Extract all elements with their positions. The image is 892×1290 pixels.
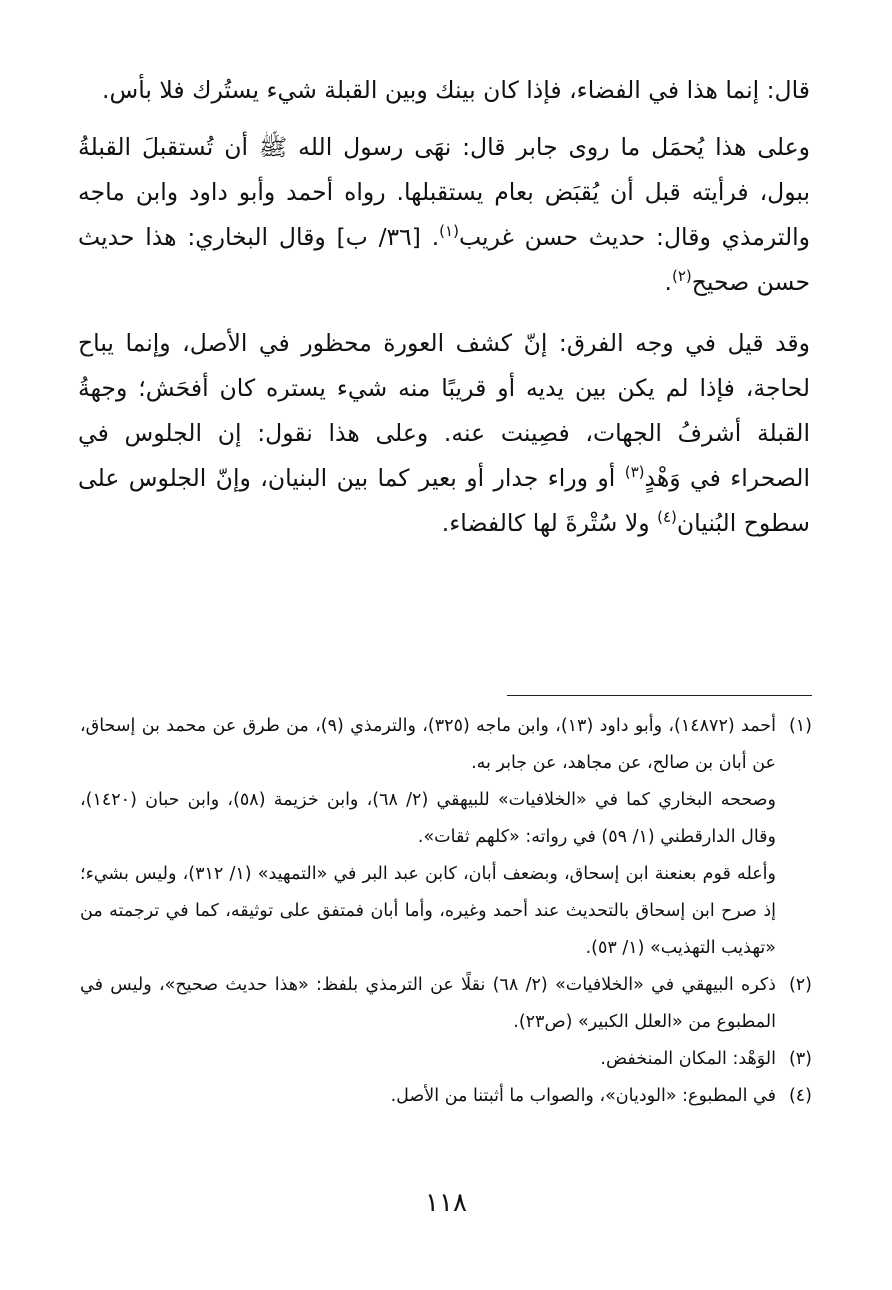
- footnote-divider: [507, 695, 812, 696]
- paragraph-3-text-b: أو وراء جدار أو بعير كما بين البنيان، وإنّ الجلوس على سطوح البُنيان: [78, 464, 810, 537]
- footnote-number: (٤): [788, 1086, 812, 1106]
- footnote-line: أحمد (١٤٨٧٢)، وأبو داود (١٣)، وابن ماجه (٣٢٥)، والترمذي (٩)، من طرق عن محمد بن إسحاق، عن أبان بن صالح، عن مجاهد، عن جابر به.: [80, 716, 776, 773]
- page-number: ١١٨: [425, 1188, 467, 1218]
- footnote-ref-2[interactable]: (٢): [671, 267, 692, 286]
- footnote-ref-4[interactable]: (٤): [657, 508, 677, 527]
- footnote-line: ذكره البيهقي في «الخلافيات» (٢/ ٦٨) نقلًا عن الترمذي بلفظ: «هذا حديث صحيح»، وليس في المطبوع من «العلل الكبير» (ص٢٣).: [80, 975, 776, 1032]
- footnote-number: (١): [788, 716, 812, 736]
- main-text: [78, 68, 810, 546]
- paragraph-2-text-c: .: [664, 268, 672, 296]
- footnote-number: (٢): [788, 975, 812, 995]
- footnote-4: [80, 1078, 812, 1115]
- paragraph-3: [78, 321, 810, 546]
- paragraph-3-text-a: وقد قيل في وجه الفرق: إنّ كشف العورة محظور في الأصل، وإنما يباح لحاجة، فإذا لم يكن بين يديه أو قريبًا منه شيء يستره كان أفحَش؛ وجهةُ القبلة أشرفُ الجهات، فصِينت عنه. وعلى هذا نقول: إن الجلوس في الصحراء في وَهْدٍ: [78, 329, 810, 492]
- footnote-ref-1[interactable]: (١): [439, 222, 459, 241]
- paragraph-2-text-b: . [٣٦/ ب] وقال البخاري: هذا حديث حسن صحيح: [78, 223, 810, 296]
- footnotes: [80, 708, 812, 1115]
- paragraph-2-text-a: وعلى هذا يُحمَل ما روى جابر قال: نهَى رسول الله ﷺ أن تُستقبلَ القبلةُ ببول، فرأيته قبل أن يُقبَض بعام يستقبلها. رواه أحمد وأبو داود وابن ماجه والترمذي وقال: حديث حسن غريب: [78, 133, 810, 251]
- footnote-number: (٣): [788, 1049, 812, 1069]
- footnote-1: [80, 708, 812, 967]
- footnote-line: في المطبوع: «الوديان»، والصواب ما أثبتنا من الأصل.: [390, 1086, 776, 1106]
- footnote-line: وصححه البخاري كما في «الخلافيات» للبيهقي (٢/ ٦٨)، وابن خزيمة (٥٨)، وابن حبان (١٤٢٠)، وقال الدارقطني (١/ ٥٩) في رواته: «كلهم ثقات».: [80, 790, 776, 847]
- footnote-3: [80, 1041, 812, 1078]
- footnote-line: الوَهْد: المكان المنخفض.: [600, 1049, 776, 1069]
- footnote-2: [80, 967, 812, 1041]
- paragraph-1: قال: إنما هذا في الفضاء، فإذا كان بينك وبين القبلة شيء يستُرك فلا بأس.: [102, 76, 810, 104]
- footnote-line: وأعله قوم بعنعنة ابن إسحاق، وبضعف أبان، كابن عبد البر في «التمهيد» (١/ ٣١٢)، وليس بشيء؛ إذ صرح ابن إسحاق بالتحديث عند أحمد وغيره، وأما أبان فمتفق على توثيقه، كما في ترجمته من «تهذيب التهذيب» (١/ ٥٣).: [80, 864, 776, 958]
- footnote-ref-3[interactable]: (٣): [624, 463, 645, 482]
- paragraph-2: [78, 125, 810, 305]
- paragraph-3-text-c: ولا سُتْرةَ لها كالفضاء.: [441, 509, 658, 537]
